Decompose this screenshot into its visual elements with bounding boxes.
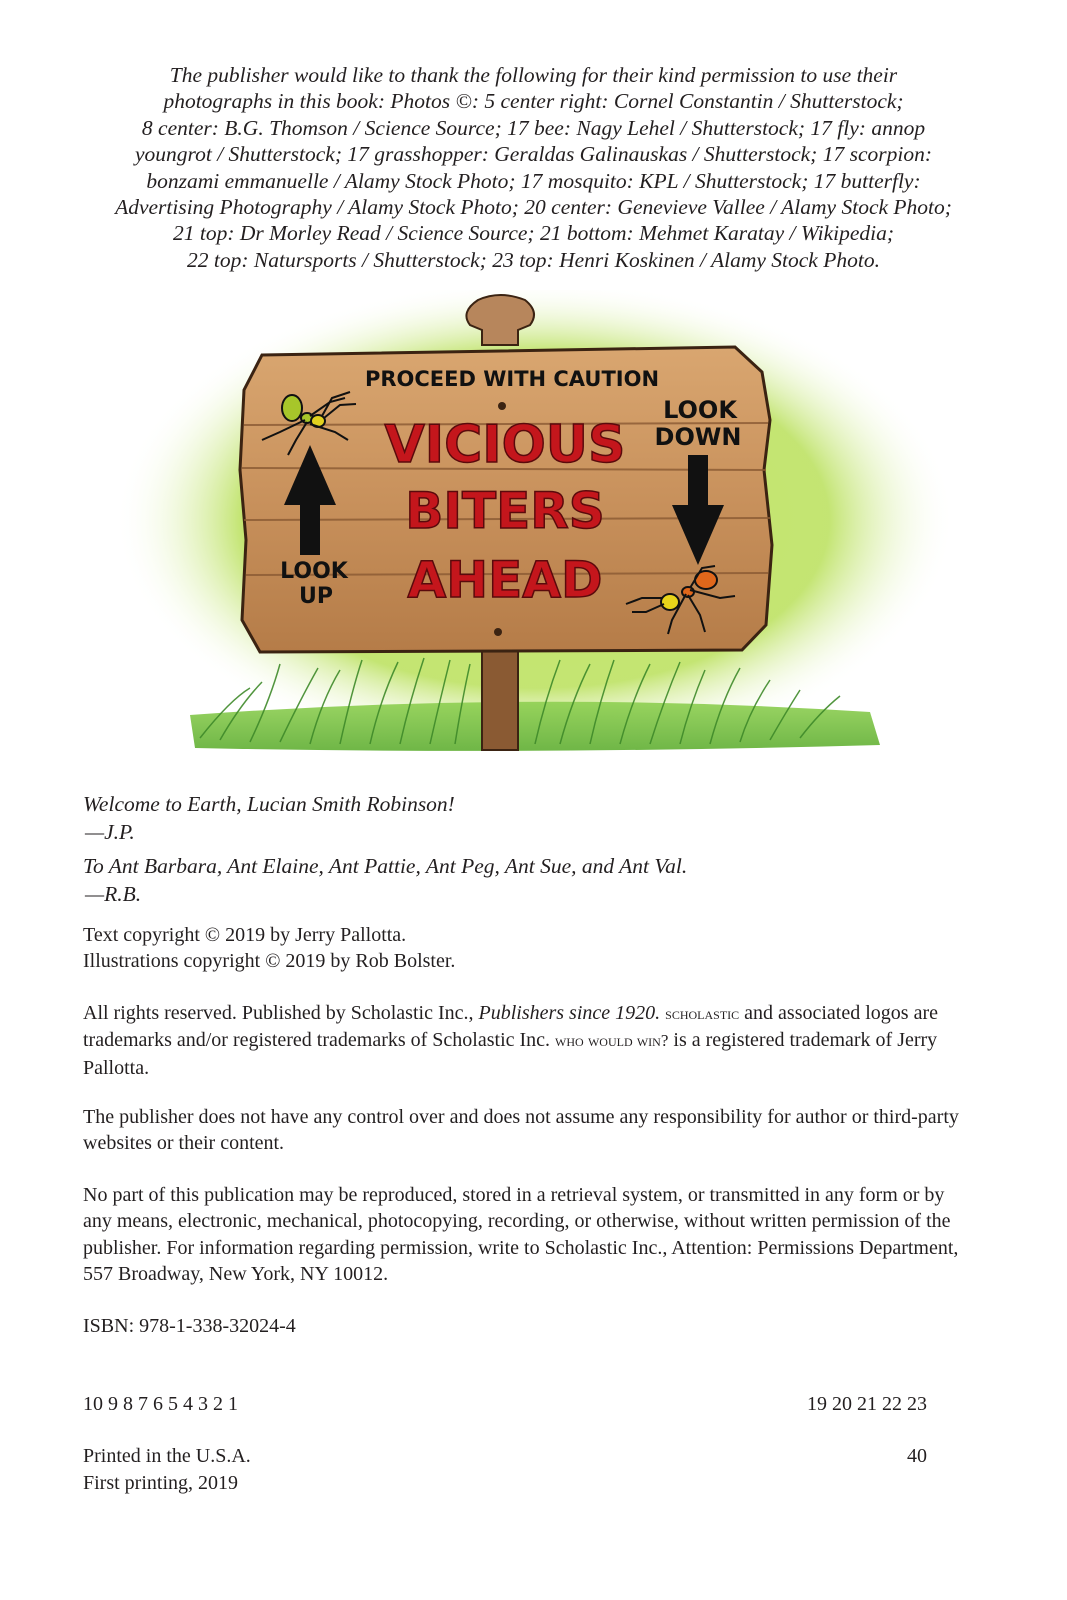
nail [498,402,506,410]
copyright-block [83,922,983,975]
rights-text: All rights reserved. Published by Scholastic Inc., [83,1002,479,1024]
scholastic-trademark: scholastic [665,1004,740,1023]
credit-line: The publisher would like to thank the following for their kind permission to use their [169,63,898,87]
look-up-label: LOOK [280,559,348,584]
credit-line: Advertising Photography / Alamy Stock Photo; 20 center: Genevieve Vallee / Alamy Stock Photo; [115,195,952,220]
dedications [83,790,687,908]
sign-line-vicious: VICIOUS [384,415,626,475]
who-would-win-trademark: who would win? [555,1031,669,1051]
first-printing: First printing, 2019 [83,1472,239,1494]
credit-line: 21 top: Dr Morley Read / Science Source; 21 bottom: Mehmet Karatay / Wikipedia; [172,221,895,246]
rights-italic: Publishers since 1920. [478,1002,661,1024]
isbn: ISBN: 978-1-338-32024-4 [83,1315,296,1337]
credit-line: 22 top: Natursports / Shutterstock; 23 top: Henri Koskinen / Alamy Stock Photo. [187,247,880,272]
credit-line: photographs in this book: Photos ©: 5 center right: Cornel Constantin / Shutterstock; [163,89,904,114]
rights-text: is a registered trademark of Jerry Pallotta. [83,1029,938,1079]
look-down-label: LOOK [663,396,737,424]
dedication-signature: —R.B. [85,882,142,906]
dedication-line: To Ant Barbara, Ant Elaine, Ant Pattie, Ant Peg, Ant Sue, and Ant Val. [83,854,688,878]
dedication-signature: —J.P. [85,820,135,844]
sign-line-ahead: AHEAD [407,551,603,609]
photo-credits [30,62,1037,273]
printing-year-codes: 19 20 21 22 23 [807,1393,927,1415]
caution-sign-illustration [0,290,1067,770]
sign-caution-text: PROCEED WITH CAUTION [364,367,660,391]
rights-text: and associated logos are trademarks and/or registered trademarks of Scholastic Inc. [83,1002,938,1052]
illustrations-copyright: Illustrations copyright © 2019 by Rob Bolster. [83,950,456,973]
disclaimer-paragraph: The publisher does not have any control over and does not assume any responsibility for author or third-party websites or their content. [83,1106,959,1155]
printed-in: Printed in the U.S.A. [83,1445,251,1467]
permission-paragraph: No part of this publication may be reproduced, stored in a retrieval system, or transmitted in any form or by any means, electronic, mechanical, photocopying, recording, or otherwise, without written permission of the publisher. For information regarding permission, write to Scholastic Inc., Attention: Permissions Department, 557 Broadway, New York, NY 10012. [83,1184,959,1286]
rights-paragraph [83,1000,983,1081]
sign-line-biters: BITERS [405,482,605,540]
dedication-line: Welcome to Earth, Lucian Smith Robinson! [83,792,455,816]
text-copyright: Text copyright © 2019 by Jerry Pallotta. [83,924,407,946]
credit-line: youngrot / Shutterstock; 17 grasshopper: Geraldas Galinauskas / Shutterstock; 17 scorpion: [134,142,933,167]
look-up-label: UP [299,584,333,609]
printing-line-numbers: 10 9 8 7 6 5 4 3 2 1 [83,1393,238,1415]
credit-line: bonzami emmanuelle / Alamy Stock Photo; 17 mosquito: KPL / Shutterstock; 17 butterfly: [146,168,921,193]
credit-line: 8 center: B.G. Thomson / Science Source; 17 bee: Nagy Lehel / Shutterstock; 17 fly: annop [141,115,926,140]
look-down-label: DOWN [654,423,742,451]
nail [494,628,502,636]
printing-code: 40 [907,1445,927,1467]
